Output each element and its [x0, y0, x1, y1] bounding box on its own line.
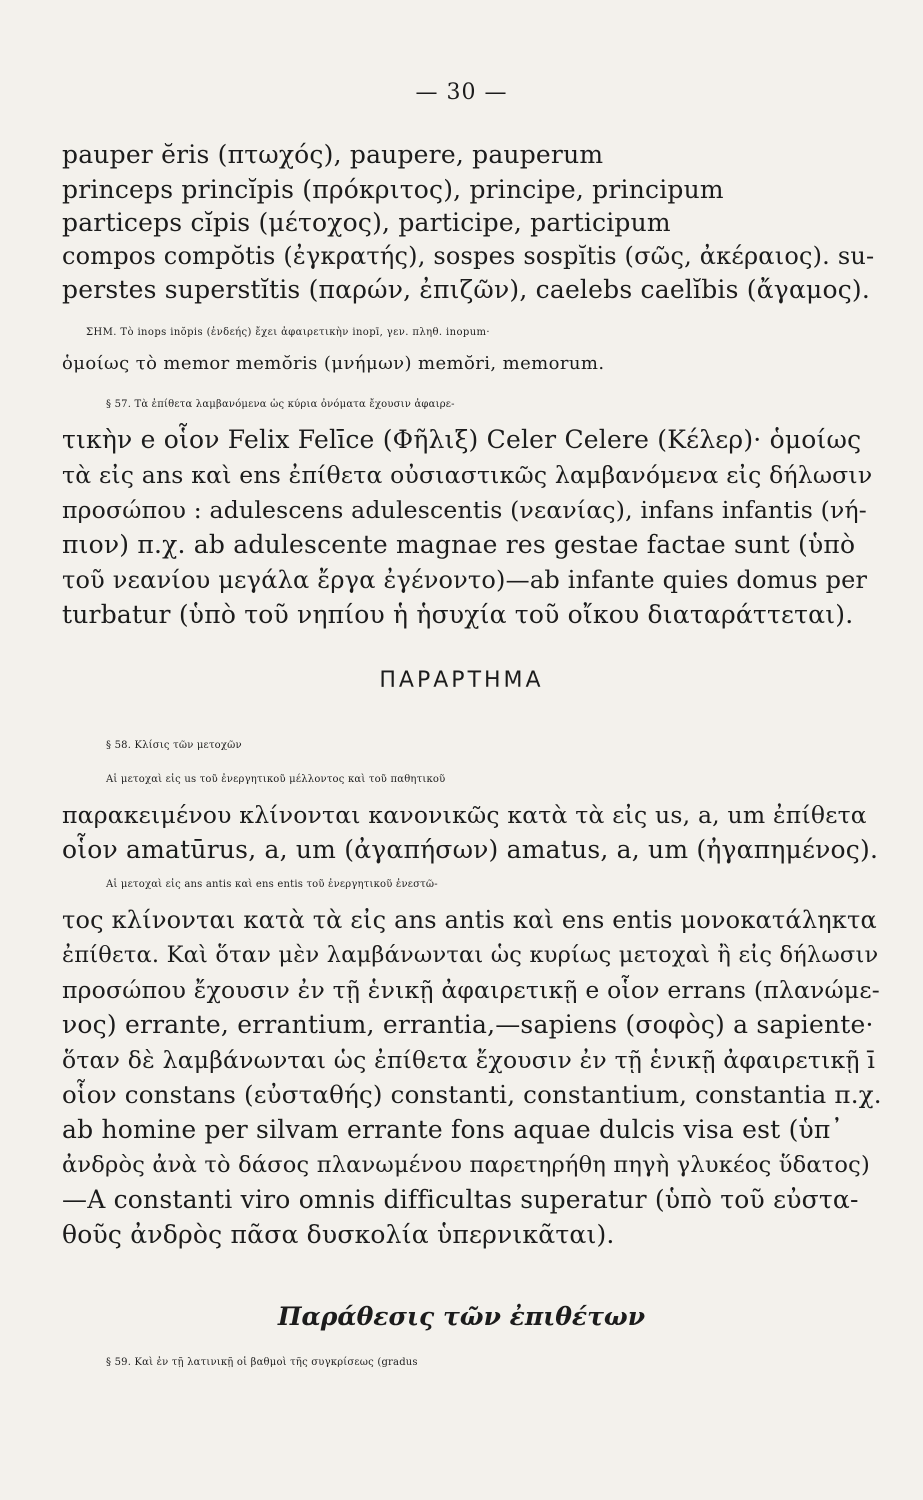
page-number: — 30 — [415, 80, 508, 105]
text-line: τὰ εἰς ans καὶ ens ἐπίθετα οὐσιαστικῶς λαμβανόμενα εἰς δήλωσιν [62, 461, 873, 489]
note-line: ὁμοίως τὸ memor memŏris (μνήμων) memŏri, memorum. [62, 353, 605, 374]
text-line: οἷον amatūrus, a, um (ἀγαπήσων) amatus, a, um (ἠγαπημένος). [62, 835, 879, 864]
text-line: pauper ĕris (πτωχός), paupere, pauperum [62, 140, 604, 169]
text-line: τος κλίνονται κατὰ τὰ εἰς ans antis καὶ ens entis μονοκατάληκτα [62, 906, 877, 934]
text-line: ab homine per silvam errante fons aquae dulcis visa est (ὑπ᾽ [62, 1115, 844, 1144]
text-line: compos compŏtis (ἐγκρατής), sospes sospĭtis (σῶς, ἀκέραιος). su- [62, 242, 875, 270]
text-line: οἷον constans (εὐσταθής) constanti, constantium, constantia π.χ. [62, 1080, 882, 1109]
note-line: ΣΗΜ. Τὸ inops inŏpis (ἐνδεής) ἔχει ἀφαιρετικὴν inopī, γεν. πληθ. inopum· [86, 327, 491, 338]
text-line: τικὴν e οἷον Felix Felīce (Φῆλιξ) Celer Celere (Κέλερ)· ὁμοίως [62, 425, 862, 454]
text-line: προσώπου : adulescens adulescentis (νεανίας), infans infantis (νή- [62, 496, 867, 524]
paragraph-58-title: § 58. Κλίσις τῶν μετοχῶν [106, 740, 242, 751]
paragraph-59-line: § 59. Καὶ ἐν τῇ λατινικῇ οἱ βαθμοὶ τῆς συγκρίσεως (gradus [106, 1357, 418, 1368]
text-line: προσώπου ἔχουσιν ἐν τῇ ἑνικῇ ἀφαιρετικῇ e οἷον errans (πλανώμε- [62, 976, 880, 1004]
text-line: ἐπίθετα. Καὶ ὅταν μὲν λαμβάνωνται ὡς κυρίως μετοχαὶ ἢ εἰς δήλωσιν [62, 942, 879, 968]
text-line: νος) errante, errantium, errantia,—sapiens (σοφὸς) a sapiente· [62, 1010, 874, 1039]
text-line: perstes superstĭtis (παρών, ἐπιζῶν), caelebs caelĭbis (ἄγαμος). [62, 275, 871, 304]
section-heading-italic: Παράθεσις τῶν ἐπιθέτων [277, 1302, 646, 1331]
text-line: πιον) π.χ. ab adulescente magnae res gestae factae sunt (ὑπὸ [62, 530, 856, 559]
text-line: Αἱ μετοχαὶ εἰς us τοῦ ἐνεργητικοῦ μέλλοντος καὶ τοῦ παθητικοῦ [106, 774, 446, 785]
text-line: particeps cĭpis (μέτοχος), participe, participum [62, 208, 671, 237]
text-line: —A constanti viro omnis difficultas superatur (ὑπὸ τοῦ εὐστα- [62, 1185, 859, 1214]
text-line: θοῦς ἀνδρὸς πᾶσα δυσκολία ὑπερνικᾶται). [62, 1220, 615, 1249]
text-line: princeps princĭpis (πρόκριτος), principe, principum [62, 175, 724, 204]
text-line: ἀνδρὸς ἀνὰ τὸ δάσος πλανωμένου παρετηρήθη πηγὴ γλυκέος ὕδατος) [62, 1152, 870, 1178]
text-line: turbatur (ὑπὸ τοῦ νηπίου ἡ ἡσυχία τοῦ οἴκου διαταράττεται). [62, 600, 854, 629]
text-line: Αἱ μετοχαὶ εἰς ans antis καὶ ens entis τοῦ ἐνεργητικοῦ ἐνεστῶ- [106, 879, 438, 890]
text-line: τοῦ νεανίου μεγάλα ἔργα ἐγένοντο)—ab infante quies domus per [62, 566, 868, 594]
text-line: παρακειμένου κλίνονται κανονικῶς κατὰ τὰ εἰς us, a, um ἐπίθετα [62, 801, 867, 829]
appendix-heading: ΠΑΡΑΡΤΗΜΑ [379, 668, 544, 693]
paragraph-57-line: § 57. Τὰ ἐπίθετα λαμβανόμενα ὡς κύρια ὀνόματα ἔχουσιν ἀφαιρε- [106, 399, 455, 410]
text-line: ὅταν δὲ λαμβάνωνται ὡς ἐπίθετα ἔχουσιν ἐν τῇ ἑνικῇ ἀφαιρετικῇ ī [62, 1046, 876, 1074]
